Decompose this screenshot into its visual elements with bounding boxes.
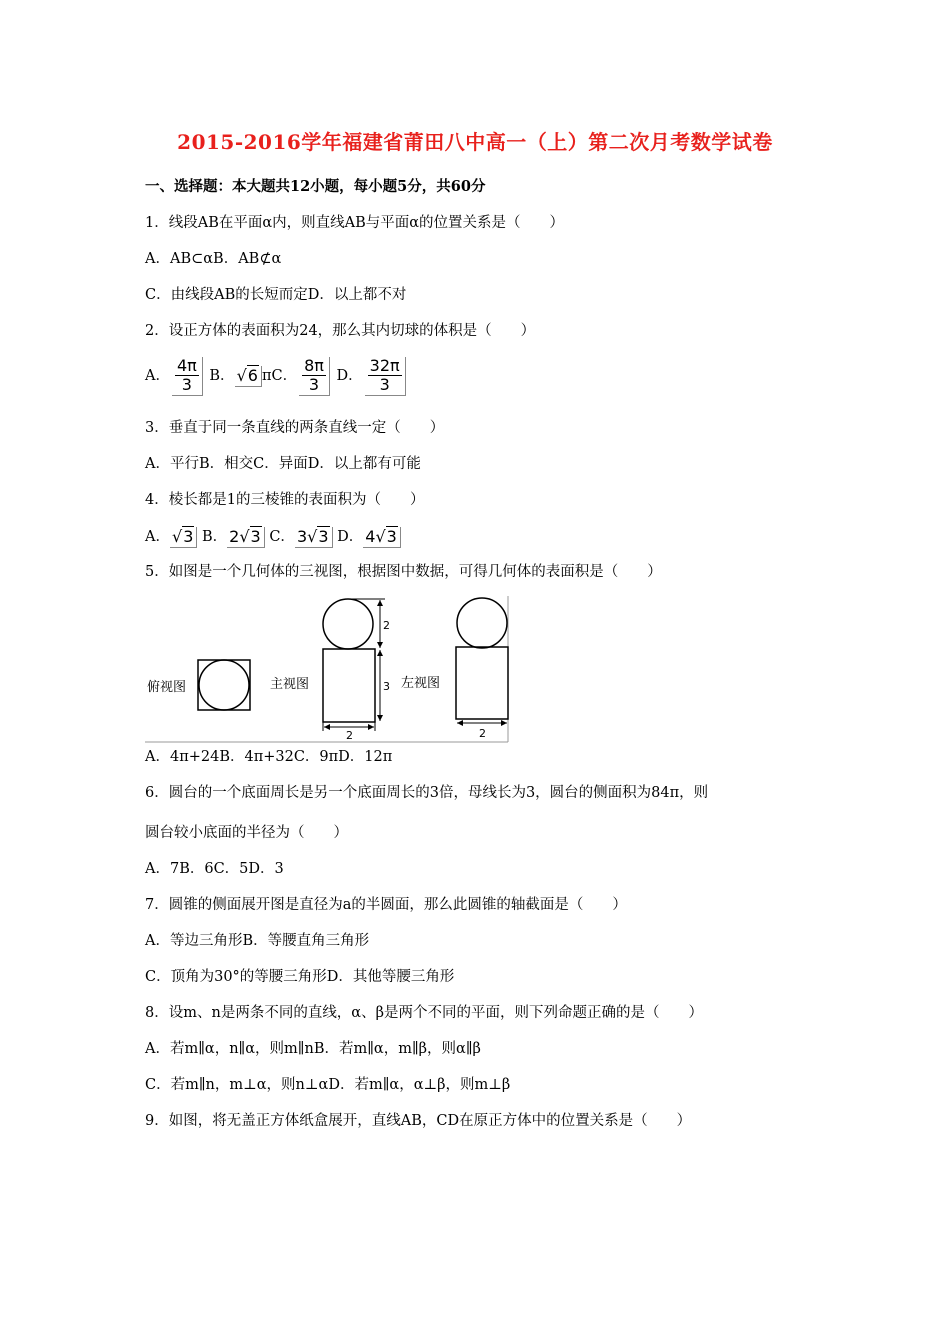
q2-option-a-fraction [172,357,203,396]
q4-option-b-label: B． [201,529,228,545]
q4-d-coef: 4 [365,526,376,546]
q2-b-pi: π [261,368,272,384]
q4-a-radicand: 3 [183,526,194,546]
q2-option-d-fraction [365,357,406,396]
q3-options: A．平行B．相交C．异面D．以上都有可能 [145,456,421,472]
q4-option-a-label: A． [145,529,170,545]
q1-options-cd: C．由线段AB的长短而定D．以上都不对 [145,287,407,303]
q2-c-numerator: 8π [304,355,324,375]
arrow-down [377,715,383,721]
q2-option-c-label: C． [271,368,298,384]
q4-option-d-label: D． [337,529,364,545]
q8-stem: 8．设m、n是两条不同的直线，α、β是两个不同的平面，则下列命题正确的是（ ） [145,1005,703,1021]
front-view-label: 主视图 [270,677,310,692]
dim-circle-text: 2 [383,619,390,632]
q2-d-denominator: 3 [379,374,390,394]
q4-c-radicand: 3 [318,526,329,546]
q2-b-radicand: 6 [247,365,258,385]
q7-options-ab: A．等边三角形B．等腰直角三角形 [145,933,370,949]
q2-option-b-label: B． [209,368,235,384]
left-view-label: 左视图 [401,676,441,691]
q4-option-d-sqrt: 4√3 [363,527,401,548]
q5-options: A．4π+24B．4π+32C．9πD．12π [145,749,393,765]
q4-option-c-label: C． [269,529,295,545]
arrow-right [368,724,374,730]
q2-a-denominator: 3 [181,374,192,394]
q6-stem-line1: 6．圆台的一个底面周长是另一个底面周长的3倍，母线长为3，圆台的侧面积为84π，则 [145,785,709,801]
q2-option-d-label: D． [336,368,363,384]
arrow-right [501,720,507,726]
top-view-circle [199,660,249,710]
q4-option-a-sqrt: √3 [170,527,197,548]
arrow-left [324,724,330,730]
q9-stem: 9．如图，将无盖正方体纸盒展开，直线AB，CD在原正方体中的位置关系是（ ） [145,1113,692,1129]
q1-options-ab: A．AB⊂αB．AB⊄α [145,251,282,267]
q2-options [145,356,408,396]
section-heading: 一、选择题：本大题共12小题，每小题5分，共60分 [145,178,486,195]
three-view-figure [145,596,511,744]
q4-b-coef: 2 [229,526,240,546]
q2-a-numerator: 4π [176,355,197,375]
arrow-up [377,600,383,606]
top-view-label: 俯视图 [147,680,187,695]
q2-stem: 2．设正方体的表面积为24，那么其内切球的体积是（ ） [145,323,536,339]
q2-d-numerator: 32π [369,355,400,375]
front-view-circle [323,599,373,649]
dim-rect-text: 3 [383,680,390,693]
front-view-rect [323,649,375,722]
q2-option-a-label: A． [145,368,170,384]
q4-option-c-sqrt: 3√3 [295,527,333,548]
q4-options [145,523,401,551]
q4-option-b-sqrt: 2√3 [227,527,265,548]
arrow-up [377,650,383,656]
q4-stem: 4．棱长都是1的三棱锥的表面积为（ ） [145,492,425,508]
q2-option-b-sqrt: √6 [235,366,262,387]
q4-b-radicand: 3 [250,526,261,546]
exam-title: 2015-2016学年福建省莆田八中高一（上）第二次月考数学试卷 [177,130,773,154]
q7-stem: 7．圆锥的侧面展开图是直径为a的半圆面，那么此圆锥的轴截面是（ ） [145,897,627,913]
dim-width-front-text: 2 [346,729,353,742]
q4-c-coef: 3 [296,526,308,546]
q2-option-c-fraction [299,357,330,396]
left-view-circle [457,598,507,648]
q6-stem-line2: 圆台较小底面的半径为（ ） [145,825,348,841]
q6-options: A．7B．6C．5D．3 [145,861,284,877]
arrow-down [377,642,383,648]
q8-options-cd: C．若m∥n，m⊥α，则n⊥αD．若m∥α，α⊥β，则m⊥β [145,1077,511,1093]
left-view-rect [456,647,508,719]
q5-stem: 5．如图是一个几何体的三视图，根据图中数据，可得几何体的表面积是（ ） [145,564,662,580]
q4-d-radicand: 3 [386,526,397,546]
q3-stem: 3．垂直于同一条直线的两条直线一定（ ） [145,420,445,436]
arrow-left [457,720,463,726]
q2-c-denominator: 3 [308,374,320,394]
q1-stem: 1．线段AB在平面α内，则直线AB与平面α的位置关系是（ ） [145,215,565,231]
q7-options-cd: C．顶角为30°的等腰三角形D．其他等腰三角形 [145,969,455,985]
dim-width-left-text: 2 [479,727,486,740]
q8-options-ab: A．若m∥α，n∥α，则m∥nB．若m∥α，m∥β，则α∥β [145,1041,481,1057]
